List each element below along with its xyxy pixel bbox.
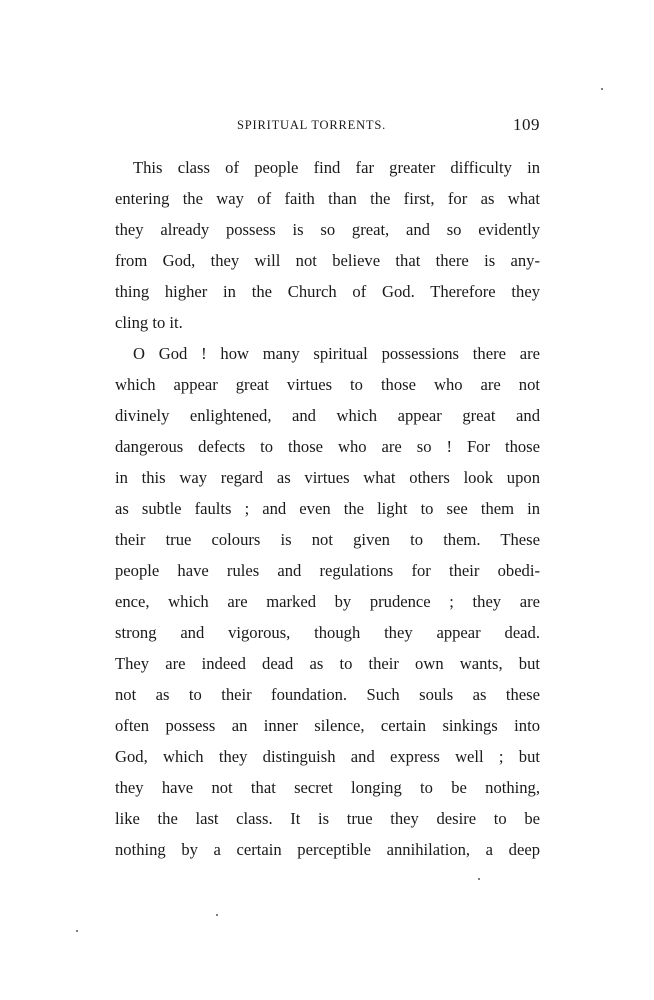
text-line: they already possess is so great, and so evidently [115,220,540,239]
text-line: they have not that secret longing to be nothing, [115,778,540,797]
text-line: in this way regard as virtues what others look upon [115,468,540,487]
text-line: from God, they will not believe that there is any- [115,251,540,270]
text-line: nothing by a certain perceptible annihilation, a deep [115,840,540,859]
text-line: entering the way of faith than the first, for as what [115,189,540,208]
text-line: O God ! how many spiritual possessions there are [133,344,540,363]
text-line: strong and vigorous, though they appear dead. [115,623,540,642]
text-line: God, which they distinguish and express well ; but [115,747,540,766]
paper-speck [601,88,603,90]
text-line: They are indeed dead as to their own wants, but [115,654,540,673]
text-line: as subtle faults ; and even the light to see them in [115,499,540,518]
text-line: cling to it. [115,313,183,332]
text-line: their true colours is not given to them. These [115,530,540,549]
paper-speck [216,914,218,916]
running-header [115,115,540,138]
paper-speck [478,878,480,880]
body-text [115,152,540,865]
text-line: This class of people find far greater difficulty in [133,158,540,177]
text-line: ence, which are marked by prudence ; they are [115,592,540,611]
text-line: often possess an inner silence, certain sinkings into [115,716,540,735]
text-line: thing higher in the Church of God. Therefore they [115,282,540,301]
text-line: not as to their foundation. Such souls as these [115,685,540,704]
text-line: people have rules and regulations for their obedi- [115,561,540,580]
text-line: divinely enlightened, and which appear great and [115,406,540,425]
text-line: which appear great virtues to those who are not [115,375,540,394]
running-title: SPIRITUAL TORRENTS. [237,118,387,132]
text-line: like the last class. It is true they desire to be [115,809,540,828]
text-line: dangerous defects to those who are so ! For those [115,437,540,456]
page-number: 109 [513,115,540,134]
paper-speck [76,930,78,932]
